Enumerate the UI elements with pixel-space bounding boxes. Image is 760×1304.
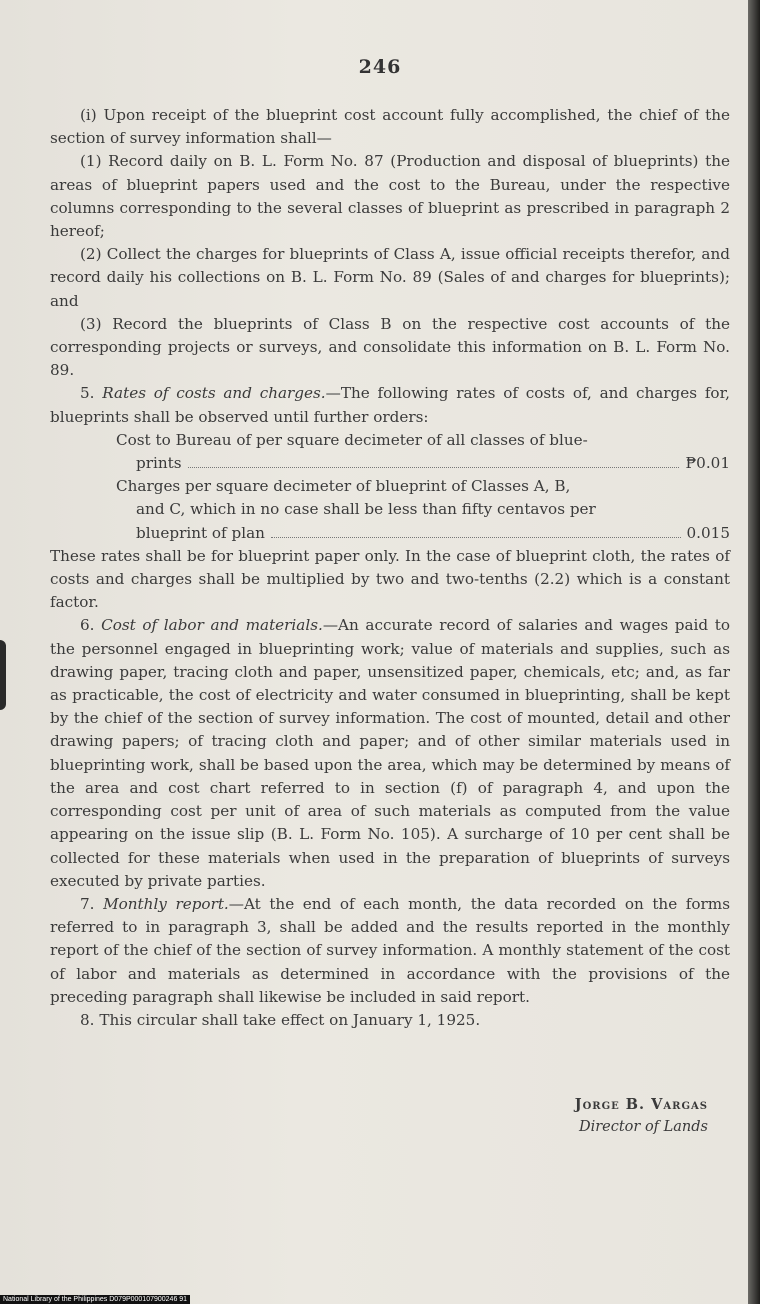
- signature-name: Jorge B. Vargas: [574, 1096, 708, 1113]
- dot-leader: [188, 467, 680, 468]
- archive-footer: National Library of the Philippines D079P000107900246 91: [0, 1295, 190, 1304]
- section-5-heading: Rates of costs and charges.: [102, 384, 326, 403]
- section-5-text: —The following rates of costs of, and charges for, blueprints shall be observed until further orders:: [50, 384, 730, 426]
- section-7: [50, 893, 730, 1009]
- signature-block: [575, 1094, 708, 1138]
- section-6: [50, 614, 730, 892]
- page-number: 246: [358, 56, 402, 78]
- paragraph-3: (3) Record the blueprints of Class B on the respective cost accounts of the corresponding projects or surveys, and consolidate this information on B. L. Form No. 89.: [50, 314, 730, 380]
- signature-title: Director of Lands: [578, 1119, 708, 1135]
- section-5-number: 5.: [80, 384, 95, 403]
- rate-entry-1-label: prints: [136, 454, 182, 473]
- rate-entry-2-value: 0.015: [686, 523, 730, 542]
- dot-leader: [271, 537, 681, 538]
- paragraph-1: (1) Record daily on B. L. Form No. 87 (Production and disposal of blueprints) the areas of blueprint papers used and the cost to the Bureau, under the respective columns corresponding to the several classes of blueprint as prescribed in paragraph 2 hereof;: [50, 152, 730, 241]
- section-7-number: 7.: [80, 894, 95, 913]
- section-5: [50, 382, 730, 428]
- section-7-text: —At the end of each month, the data recorded on the forms referred to in paragraph 3, shall be added and the results reported in the monthly report of the chief of the section of survey information. A monthly statement of the cost of labor and materials as determined in accordance with the provisions of the preceding paragraph shall likewise be included in said report.: [50, 894, 730, 1006]
- rate-entry-1-value: ₱0.01: [685, 454, 730, 473]
- rate-entry-2-line2: and C, which in no case shall be less than fifty centavos per: [136, 500, 596, 519]
- book-spine: [748, 0, 760, 1304]
- paragraph-2: (2) Collect the charges for blueprints of Class A, issue official receipts therefor, and record daily his collections on B. L. Form No. 89 (Sales of and charges for blueprints); and: [50, 245, 730, 310]
- rate-entry-2-leader: [136, 522, 730, 545]
- section-6-number: 6.: [80, 616, 95, 635]
- section-8: 8. This circular shall take effect on January 1, 1925.: [80, 1010, 481, 1029]
- page-edge-shadow: [0, 640, 6, 710]
- rate-entry-2-line1: Charges per square decimeter of blueprint of Classes A, B,: [116, 477, 571, 496]
- rate-entry-1-leader: [136, 452, 730, 475]
- section-5-after: These rates shall be for blueprint paper only. In the case of blueprint cloth, the rates of costs and charges shall be multiplied by two and two-tenths (2.2) which is a constant factor.: [50, 546, 730, 612]
- section-7-heading: Monthly report.: [103, 894, 229, 913]
- body-text: [50, 104, 730, 1032]
- paragraph-i: (i) Upon receipt of the blueprint cost account fully accomplished, the chief of the section of survey information shall—: [50, 106, 730, 148]
- rate-entry-1-line1: Cost to Bureau of per square decimeter of all classes of blue-: [116, 430, 588, 449]
- section-6-heading: Cost of labor and materials.: [101, 616, 323, 635]
- section-6-text: —An accurate record of salaries and wages paid to the personnel engaged in blueprinting work; value of materials and supplies, such as drawing paper, tracing cloth and paper, unsensitized paper, chemicals, etc; and, as far as practicable, the cost of electricity and water consumed in blueprinting, shall be kept by the chief of the section of survey information. The cost of mounted, detail and other drawing papers; of tracing cloth and paper; and of other similar materials used in blueprinting work, shall be based upon the area, which may be determined by means of the area and cost chart referred to in section (f) of paragraph 4, and upon the corresponding cost per unit of area of such materials as computed from the value appearing on the issue slip (B. L. Form No. 105). A surcharge of 10 per cent shall be collected for these materials when used in the preparation of blueprints of surveys executed by private parties.: [50, 616, 731, 890]
- rate-entry-2-label: blueprint of plan: [136, 523, 265, 542]
